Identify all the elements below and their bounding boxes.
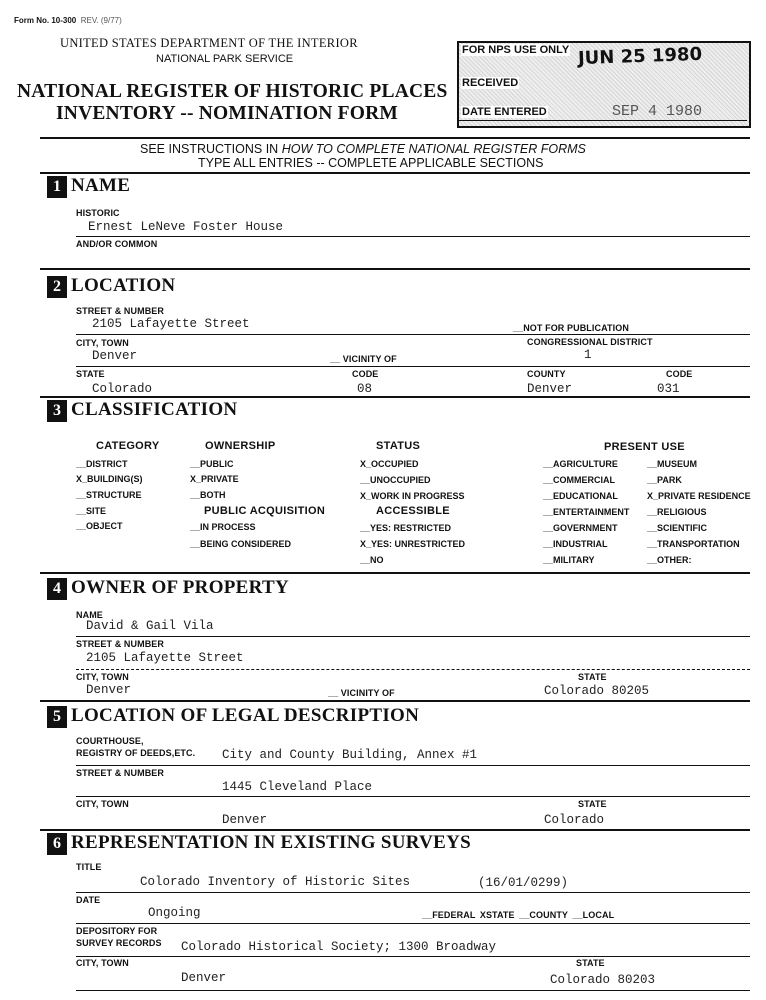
section-3-divider — [40, 572, 750, 574]
congressional-district-field[interactable]: 1 — [584, 348, 592, 362]
received-date-stamp: JUN 25 1980 — [577, 43, 703, 70]
ownership-both[interactable]: __BOTH — [190, 490, 226, 500]
date-entered-stamp: SEP 4 1980 — [612, 103, 703, 120]
accessible-heading: ACCESSIBLE — [376, 505, 450, 517]
state-field[interactable]: Colorado — [92, 382, 153, 396]
section-3-title: CLASSIFICATION — [71, 399, 238, 420]
survey-date-field[interactable]: Ongoing — [148, 906, 201, 920]
survey-title-label: TITLE — [76, 862, 102, 872]
category-site[interactable]: __SITE — [76, 506, 107, 516]
historic-name-field[interactable]: Ernest LeNeve Foster House — [88, 220, 284, 234]
received-label: RECEIVED — [462, 77, 519, 89]
use-park[interactable]: __PARK — [647, 475, 682, 485]
depository-line — [76, 956, 750, 957]
legal-state-label: STATE — [578, 799, 607, 809]
section-2-title: LOCATION — [71, 275, 176, 296]
courthouse-label: COURTHOUSE, — [76, 736, 144, 746]
category-structure[interactable]: __STRUCTURE — [76, 490, 142, 500]
street-line — [76, 334, 750, 335]
use-entertainment[interactable]: __ENTERTAINMENT — [543, 507, 630, 517]
section-5-title: LOCATION OF LEGAL DESCRIPTION — [71, 705, 420, 726]
county-code-label: CODE — [666, 369, 693, 379]
owner-street-label: STREET & NUMBER — [76, 639, 165, 649]
use-agriculture[interactable]: __AGRICULTURE — [543, 459, 618, 469]
use-scientific[interactable]: __SCIENTIFIC — [647, 523, 708, 533]
legal-street-field[interactable]: 1445 Cleveland Place — [222, 780, 373, 794]
owner-city-label: CITY, TOWN — [76, 672, 129, 682]
date-entered-label: DATE ENTERED — [462, 106, 547, 118]
owner-state-label: STATE — [578, 672, 607, 682]
section-2-number: 2 — [47, 276, 67, 298]
county-code-field[interactable]: 031 — [657, 382, 680, 396]
accessible-no[interactable]: __NO — [360, 555, 384, 565]
owner-name-field[interactable]: David & Gail Vila — [86, 619, 214, 633]
legal-city-field[interactable]: Denver — [222, 813, 268, 827]
owner-vicinity-label: __ VICINITY OF — [328, 688, 395, 698]
status-unoccupied[interactable]: __UNOCCUPIED — [360, 475, 431, 485]
use-museum[interactable]: __MUSEUM — [647, 459, 698, 469]
nps-use-only-label: FOR NPS USE ONLY — [462, 44, 570, 56]
use-educational[interactable]: __EDUCATIONAL — [543, 491, 618, 501]
registry-label: REGISTRY OF DEEDS,ETC. — [76, 748, 196, 758]
use-military[interactable]: __MILITARY — [543, 555, 595, 565]
survey-level-options[interactable]: __FEDERAL XSTATE __COUNTY __LOCAL — [422, 910, 615, 920]
survey-city-line — [76, 990, 750, 991]
ownership-public[interactable]: __PUBLIC — [190, 459, 234, 469]
department-name: UNITED STATES DEPARTMENT OF THE INTERIOR — [60, 36, 358, 50]
survey-title-field[interactable]: Colorado Inventory of Historic Sites — [140, 875, 411, 889]
street-label: STREET & NUMBER — [76, 306, 165, 316]
owner-name-line — [76, 636, 750, 637]
category-buildings[interactable]: X_BUILDING(S) — [76, 474, 143, 484]
nps-box-bottom-line — [457, 120, 747, 121]
city-label: CITY, TOWN — [76, 338, 129, 348]
state-label: STATE — [76, 369, 105, 379]
ownership-private[interactable]: X_PRIVATE — [190, 474, 239, 484]
owner-state-field[interactable]: Colorado 80205 — [544, 684, 650, 698]
courthouse-field[interactable]: City and County Building, Annex #1 — [222, 748, 478, 762]
city-line — [76, 366, 750, 367]
instructions-line1: SEE INSTRUCTIONS IN HOW TO COMPLETE NATIONAL REGISTER FORMS — [140, 142, 586, 156]
county-label: COUNTY — [527, 369, 566, 379]
survey-state-field[interactable]: Colorado 80203 — [550, 973, 656, 987]
use-commercial[interactable]: __COMMERCIAL — [543, 475, 616, 485]
owner-city-field[interactable]: Denver — [86, 683, 132, 697]
owner-street-field[interactable]: 2105 Lafayette Street — [86, 651, 244, 665]
section-1-title: NAME — [71, 175, 131, 196]
ownership-heading: OWNERSHIP — [205, 440, 276, 452]
historic-label: HISTORIC — [76, 208, 120, 218]
survey-date-line — [76, 923, 750, 924]
street-field[interactable]: 2105 Lafayette Street — [92, 317, 250, 331]
instructions-line2: TYPE ALL ENTRIES -- COMPLETE APPLICABLE SECTIONS — [198, 156, 544, 170]
section-6-title: REPRESENTATION IN EXISTING SURVEYS — [71, 832, 472, 853]
depository-field[interactable]: Colorado Historical Society; 1300 Broadway — [181, 940, 497, 954]
survey-date-label: DATE — [76, 895, 101, 905]
legal-city-label: CITY, TOWN — [76, 799, 129, 809]
form-title-line2: INVENTORY -- NOMINATION FORM — [56, 103, 399, 124]
survey-title-line — [76, 892, 750, 893]
legal-street-label: STREET & NUMBER — [76, 768, 165, 778]
category-heading: CATEGORY — [96, 440, 160, 452]
common-label: AND/OR COMMON — [76, 239, 158, 249]
use-industrial[interactable]: __INDUSTRIAL — [543, 539, 608, 549]
status-heading: STATUS — [376, 440, 421, 452]
use-transportation[interactable]: __TRANSPORTATION — [647, 539, 740, 549]
section-5-divider — [40, 829, 750, 831]
legal-street-line — [76, 796, 750, 797]
form-number: Form No. 10-300 REV. (9/77) — [14, 16, 122, 25]
survey-city-field[interactable]: Denver — [181, 971, 227, 985]
section-6-number: 6 — [47, 833, 67, 855]
use-other[interactable]: __OTHER: — [647, 555, 692, 565]
not-for-publication-label: __NOT FOR PUBLICATION — [513, 323, 629, 333]
congressional-district-label: CONGRESSIONAL DISTRICT — [527, 337, 653, 347]
survey-title-code[interactable]: (16/01/0299) — [478, 876, 569, 890]
survey-city-label: CITY, TOWN — [76, 958, 129, 968]
section-2-divider — [40, 396, 750, 398]
section-1-divider — [40, 268, 750, 270]
owner-street-line — [76, 669, 750, 670]
category-object[interactable]: __OBJECT — [76, 521, 123, 531]
section-1-number: 1 — [47, 176, 67, 198]
city-field[interactable]: Denver — [92, 349, 138, 363]
acquisition-in-process[interactable]: __IN PROCESS — [190, 522, 256, 532]
county-field[interactable]: Denver — [527, 382, 573, 396]
code-label: CODE — [352, 369, 379, 379]
use-religious[interactable]: __RELIGIOUS — [647, 507, 707, 517]
form-title-line1: NATIONAL REGISTER OF HISTORIC PLACES — [17, 81, 448, 102]
survey-state-label: STATE — [576, 958, 605, 968]
legal-state-field[interactable]: Colorado — [544, 813, 605, 827]
accessible-restricted[interactable]: __YES: RESTRICTED — [360, 523, 452, 533]
use-government[interactable]: __GOVERNMENT — [543, 523, 618, 533]
service-name: NATIONAL PARK SERVICE — [156, 53, 294, 65]
category-district[interactable]: __DISTRICT — [76, 459, 128, 469]
historic-line — [76, 236, 750, 237]
use-private-residence[interactable]: X_PRIVATE RESIDENCE — [647, 491, 751, 501]
vicinity-label: __ VICINITY OF — [330, 354, 397, 364]
public-acquisition-heading: PUBLIC ACQUISITION — [204, 505, 326, 517]
depository-label: DEPOSITORY FOR — [76, 926, 158, 936]
owner-name-label: NAME — [76, 610, 103, 620]
status-occupied[interactable]: X_OCCUPIED — [360, 459, 419, 469]
status-work-in-progress[interactable]: X_WORK IN PROGRESS — [360, 491, 465, 501]
accessible-unrestricted[interactable]: X_YES: UNRESTRICTED — [360, 539, 466, 549]
section-5-number: 5 — [47, 706, 67, 728]
present-use-heading: PRESENT USE — [604, 441, 685, 453]
survey-records-label: SURVEY RECORDS — [76, 938, 162, 948]
section-3-number: 3 — [47, 400, 67, 422]
instructions-divider — [40, 172, 750, 174]
courthouse-line — [76, 765, 750, 766]
section-4-number: 4 — [47, 578, 67, 600]
state-code-field[interactable]: 08 — [357, 382, 373, 396]
section-4-title: OWNER OF PROPERTY — [71, 577, 290, 598]
header-divider — [40, 137, 750, 139]
section-4-divider — [40, 700, 750, 702]
acquisition-being-considered[interactable]: __BEING CONSIDERED — [190, 539, 292, 549]
